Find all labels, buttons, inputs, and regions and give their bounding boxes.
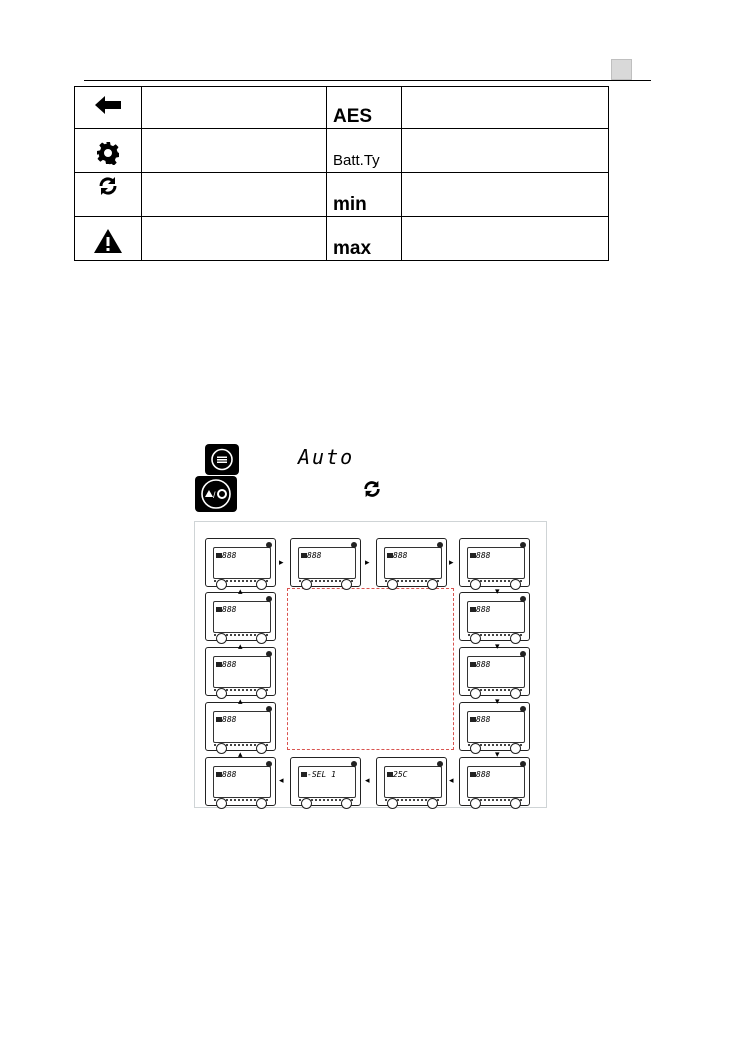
lcd-panel [459, 538, 530, 587]
lcd-readout: 888 [222, 551, 237, 560]
lcd-readout: 888 [476, 715, 491, 724]
refresh-icon [97, 175, 119, 197]
svg-text:/: / [213, 490, 216, 500]
flow-arrow: ▴ [238, 586, 243, 596]
flow-arrow: ▸ [449, 557, 454, 567]
flow-arrow: ◂ [365, 775, 370, 785]
wheel-icon [216, 798, 227, 809]
gear-icon [96, 141, 120, 165]
indicator-dot [520, 651, 526, 657]
flow-arrow: ◂ [449, 775, 454, 785]
wheel-icon [341, 579, 352, 590]
lcd-readout: 888 [476, 551, 491, 560]
wheel-icon [470, 688, 481, 699]
wheel-icon [256, 579, 267, 590]
wheel-icon [256, 743, 267, 754]
wheel-icon [427, 798, 438, 809]
wheel-icon [470, 579, 481, 590]
wheel-icon [427, 579, 438, 590]
legend-description [142, 129, 327, 173]
up-gear-button-icon [195, 476, 237, 512]
legend-term-cell [327, 173, 402, 217]
lcd-panel [459, 702, 530, 751]
wheel-icon [510, 579, 521, 590]
legend-description [402, 129, 609, 173]
wheel-icon [216, 579, 227, 590]
wheel-icon [510, 633, 521, 644]
legend-description [402, 173, 609, 217]
lcd-readout: 888 [476, 605, 491, 614]
wheel-icon [341, 798, 352, 809]
flow-arrow: ▸ [365, 557, 370, 567]
lcd-readout: 888 [476, 770, 491, 779]
indicator-dot [351, 761, 357, 767]
legend-term: AES [333, 106, 373, 127]
refresh-icon [362, 479, 382, 504]
indicator-dot [520, 706, 526, 712]
lcd-readout: -SEL 1 [307, 770, 336, 779]
flow-arrow: ▴ [238, 696, 243, 706]
flow-arrow: ◂ [279, 775, 284, 785]
indicator-dot [351, 542, 357, 548]
lcd-panel [205, 757, 276, 806]
back-arrow-icon [95, 96, 121, 114]
legend-icon-cell [75, 173, 142, 217]
lcd-readout: 888 [222, 715, 237, 724]
wheel-icon [470, 633, 481, 644]
indicator-dot [437, 542, 443, 548]
flow-arrow: ▴ [238, 641, 243, 651]
indicator-dot [520, 542, 526, 548]
wheel-icon [387, 798, 398, 809]
lcd-readout: 888 [476, 660, 491, 669]
wheel-icon [216, 688, 227, 699]
lcd-panel [205, 647, 276, 696]
legend-term-cell [327, 87, 402, 129]
lcd-panel [205, 592, 276, 641]
lcd-panel [290, 538, 361, 587]
indicator-dot [520, 596, 526, 602]
header-rule [84, 80, 651, 81]
lcd-panel [459, 757, 530, 806]
lcd-panel [205, 538, 276, 587]
lcd-auto-text: Auto [298, 445, 355, 469]
flow-arrow: ▸ [279, 557, 284, 567]
flow-arrow: ▾ [495, 749, 500, 759]
legend-table [74, 86, 609, 261]
legend-description [142, 87, 327, 129]
legend-icon-cell [75, 217, 142, 261]
legend-row [75, 87, 609, 129]
lcd-readout: 25C [393, 770, 408, 779]
wheel-icon [301, 579, 312, 590]
wheel-icon [510, 688, 521, 699]
dashed-frame [287, 588, 454, 750]
legend-description [402, 87, 609, 129]
legend-row [75, 173, 609, 217]
page-tab [611, 59, 632, 80]
lcd-readout: 888 [222, 660, 237, 669]
wheel-icon [256, 688, 267, 699]
flow-arrow: ▾ [495, 586, 500, 596]
wheel-icon [470, 743, 481, 754]
flow-arrow: ▴ [238, 749, 243, 759]
wheel-icon [470, 798, 481, 809]
lcd-panel [205, 702, 276, 751]
display-cycle-diagram [194, 521, 547, 808]
wheel-icon [387, 579, 398, 590]
wheel-icon [216, 743, 227, 754]
lcd-readout: 888 [307, 551, 322, 560]
indicator-dot [437, 761, 443, 767]
legend-term: max [333, 238, 372, 259]
menu-button-icon [205, 444, 239, 475]
legend-row [75, 217, 609, 261]
flow-arrow: ▾ [495, 696, 500, 706]
indicator-dot [520, 761, 526, 767]
flow-arrow: ▾ [495, 641, 500, 651]
legend-term: min [333, 194, 367, 215]
legend-term-cell [327, 129, 402, 173]
lcd-panel [459, 647, 530, 696]
legend-row [75, 129, 609, 173]
lcd-panel [459, 592, 530, 641]
indicator-dot [266, 596, 272, 602]
wheel-icon [510, 743, 521, 754]
legend-description [142, 173, 327, 217]
lcd-readout: 888 [222, 605, 237, 614]
lcd-readout: 888 [222, 770, 237, 779]
indicator-dot [266, 706, 272, 712]
wheel-icon [216, 633, 227, 644]
wheel-icon [256, 633, 267, 644]
lcd-panel [376, 538, 447, 587]
indicator-dot [266, 761, 272, 767]
legend-icon-cell [75, 129, 142, 173]
wheel-icon [510, 798, 521, 809]
warning-icon [94, 229, 122, 253]
legend-description [142, 217, 327, 261]
indicator-dot [266, 542, 272, 548]
legend-icon-cell [75, 87, 142, 129]
legend-description [402, 217, 609, 261]
legend-term-cell [327, 217, 402, 261]
wheel-icon [256, 798, 267, 809]
indicator-dot [266, 651, 272, 657]
wheel-icon [301, 798, 312, 809]
lcd-readout: 888 [393, 551, 408, 560]
lcd-panel [290, 757, 361, 806]
legend-term: Batt.Ty [333, 152, 380, 169]
lcd-panel [376, 757, 447, 806]
